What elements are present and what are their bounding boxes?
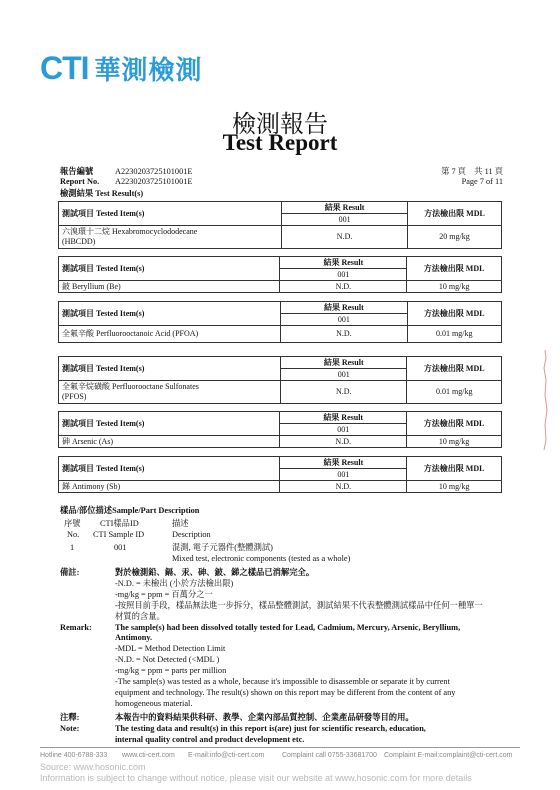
col-tested-item-header: 測試項目 Tested Item(s) (59, 202, 282, 226)
page-number-en: Page 7 of 11 (461, 177, 503, 186)
col-mdl-header: 方法檢出限 MDL (407, 357, 502, 381)
report-title-cn: 檢測報告 (232, 110, 328, 138)
footer-hotline: Hotline 400-6788-333 (40, 752, 108, 759)
col-result-header: 結果 Result (280, 257, 407, 269)
col-mdl-header: 方法檢出限 MDL (407, 412, 502, 436)
footer-complaint-email[interactable]: Complaint E-mail:complaint@cti-cert.com (384, 752, 513, 759)
remark-en-1: The sample(s) had been dissolved totally tested for Lead, Cadmium, Mercury, Arsenic, Beryllium, (115, 623, 461, 632)
remark-cn-1: 對於檢測鉛、鎘、汞、砷、鈹、銻之樣品已消解完全。 (115, 568, 315, 577)
mdl-cell: 10 mg/kg (407, 436, 502, 448)
result-table-arsenic (58, 411, 502, 448)
footer-website[interactable]: www.cti-cert.com (122, 752, 175, 759)
table-row (59, 481, 502, 493)
company-logo (40, 49, 203, 86)
sample-id-cell: 001 (282, 214, 408, 226)
col-mdl-header: 方法檢出限 MDL (407, 257, 502, 281)
col-mdl-header: 方法檢出限 MDL (407, 302, 501, 326)
col-result-header: 結果 Result (280, 412, 407, 424)
tested-item-cell: 六溴環十二烷 Hexabromocyclododecane (HBCDD) (59, 226, 282, 249)
sample-no-header-cn: 序號 (64, 519, 81, 528)
result-cell: N.D. (280, 481, 407, 493)
remark-label-cn: 備註: (60, 568, 80, 577)
remark-cn-3: -mg/kg = ppm = 百萬分之一 (115, 590, 213, 599)
desc-header-en: Description (172, 530, 211, 539)
note-label-en: Note: (60, 724, 80, 733)
tested-item-cell: 全氟辛烷磺酸 Perfluorooctane Sulfonates (PFOS) (59, 381, 281, 404)
desc-header-cn: 描述 (172, 519, 189, 528)
remark-cn-4: -按照目前手段，樣品無法進一步拆分，樣品整體測試，測試結果不代表整體測試樣品中任何一種單一 (115, 601, 483, 610)
result-cell: N.D. (280, 281, 407, 293)
col-mdl-header: 方法檢出限 MDL (407, 202, 501, 226)
col-result-header: 結果 Result (281, 357, 407, 369)
sample-id-cell: 001 (280, 424, 407, 436)
mdl-cell: 10 mg/kg (407, 481, 502, 493)
table-row (59, 226, 502, 249)
tested-item-cell: 銻 Antimony (Sb) (59, 481, 280, 493)
remark-en-6: -The sample(s) was tested as a whole, because it's impossible to disassemble or separate it by current (115, 677, 450, 686)
table-row (59, 436, 502, 448)
sample-id-header-en: CTI Sample ID (93, 530, 145, 539)
col-tested-item-header: 測試項目 Tested Item(s) (59, 357, 281, 381)
footer-divider (40, 747, 520, 748)
remark-cn-2: -N.D. = 未檢出 (小於方法檢出限) (115, 579, 234, 588)
sample-row-id: 001 (114, 543, 127, 552)
logo-cn-text: 華測檢測 (94, 55, 203, 86)
col-result-header: 結果 Result (282, 202, 408, 214)
col-mdl-header: 方法檢出限 MDL (407, 457, 502, 481)
sample-row-desc-cn: 混測, 電子元器件(整體測試) (172, 543, 273, 552)
footer-email[interactable]: E-mail:info@cti-cert.com (188, 752, 265, 759)
remark-en-2: Antimony. (115, 633, 153, 642)
note-en-2: internal quality control and product development etc. (115, 735, 305, 744)
tested-item-cell: 鈹 Beryllium (Be) (59, 281, 280, 293)
mdl-cell: 10 mg/kg (407, 281, 502, 293)
result-cell: N.D. (280, 436, 407, 448)
mdl-cell: 20 mg/kg (407, 226, 501, 249)
tested-item-cell: 砷 Arsenic (As) (59, 436, 280, 448)
result-cell: N.D. (281, 326, 407, 343)
note-cn: 本報告中的資料結果供科研、教學、企業內部品質控制、企業產品研發等目的用。 (115, 713, 414, 722)
sample-id-cell: 001 (280, 269, 407, 281)
watermark-info: Information is subject to change without notice, please visit our website at www.hosonic.com for more details (40, 773, 472, 783)
sample-row-desc-en: Mixed test, electronic components (tested as a whole) (172, 554, 351, 563)
remark-cn-5: 材質的含量。 (115, 612, 165, 621)
result-table-antimony (58, 456, 502, 493)
table-row (59, 281, 502, 293)
footer-complaint-call: Complaint call 0755-33681700 (282, 752, 377, 759)
logo-cti-text: CTI (40, 49, 89, 86)
sample-id-header-cn: CTI樣品ID (100, 519, 139, 528)
report-no-label-en: Report No. (60, 177, 100, 186)
report-no-value-2: A2230203725101001E (115, 177, 193, 186)
col-tested-item-header: 測試項目 Tested Item(s) (59, 302, 281, 326)
results-heading: 檢測結果 Test Result(s) (60, 189, 144, 198)
remark-en-8: homogeneous material. (115, 699, 193, 708)
mdl-cell: 0.01 mg/kg (407, 381, 502, 404)
col-tested-item-header: 測試項目 Tested Item(s) (59, 257, 280, 281)
report-title-en: Test Report (222, 130, 338, 155)
mdl-cell: 0.01 mg/kg (407, 326, 501, 343)
result-cell: N.D. (282, 226, 408, 249)
col-tested-item-header: 測試項目 Tested Item(s) (59, 412, 280, 436)
remark-en-4: -N.D. = Not Detected (<MDL ) (115, 655, 220, 664)
table-row (59, 381, 502, 404)
table-row (59, 326, 502, 343)
result-cell: N.D. (281, 381, 407, 404)
result-table-hbcdd (58, 201, 502, 249)
remark-en-7: equipment and technology. The result(s) shown on this report may be different from the content of any (115, 688, 456, 697)
report-no-label-cn: 報告編號 (60, 167, 94, 176)
note-label-cn: 注釋: (60, 713, 80, 722)
col-result-header: 結果 Result (281, 302, 407, 314)
result-table-pfoa (58, 301, 502, 343)
sample-id-cell: 001 (280, 469, 407, 481)
col-result-header: 結果 Result (280, 457, 407, 469)
sample-id-cell: 001 (281, 369, 407, 381)
watermark-source: Source: www.hosonic.com (40, 762, 146, 772)
result-table-pfos (58, 356, 502, 404)
stamp-mark-icon (542, 350, 548, 450)
remark-label-en: Remark: (60, 623, 92, 632)
sample-no-header-en: No. (67, 530, 80, 539)
page-number-cn: 第 7 頁 共 11 頁 (441, 167, 503, 176)
sample-row-no: 1 (70, 543, 75, 552)
sample-desc-heading: 樣品/部位描述Sample/Part Description (60, 506, 200, 515)
remark-en-5: -mg/kg = ppm = parts per million (115, 666, 227, 675)
result-table-beryllium (58, 256, 502, 293)
col-tested-item-header: 測試項目 Tested Item(s) (59, 457, 280, 481)
tested-item-cell: 全氟辛酸 Perfluorooctanoic Acid (PFOA) (59, 326, 281, 343)
note-en-1: The testing data and result(s) in this report is(are) just for scientific research, education, (115, 724, 426, 733)
report-no-value-1: A2230203725101001E (115, 167, 193, 176)
sample-id-cell: 001 (281, 314, 407, 326)
remark-en-3: -MDL = Method Detection Limit (115, 644, 226, 653)
